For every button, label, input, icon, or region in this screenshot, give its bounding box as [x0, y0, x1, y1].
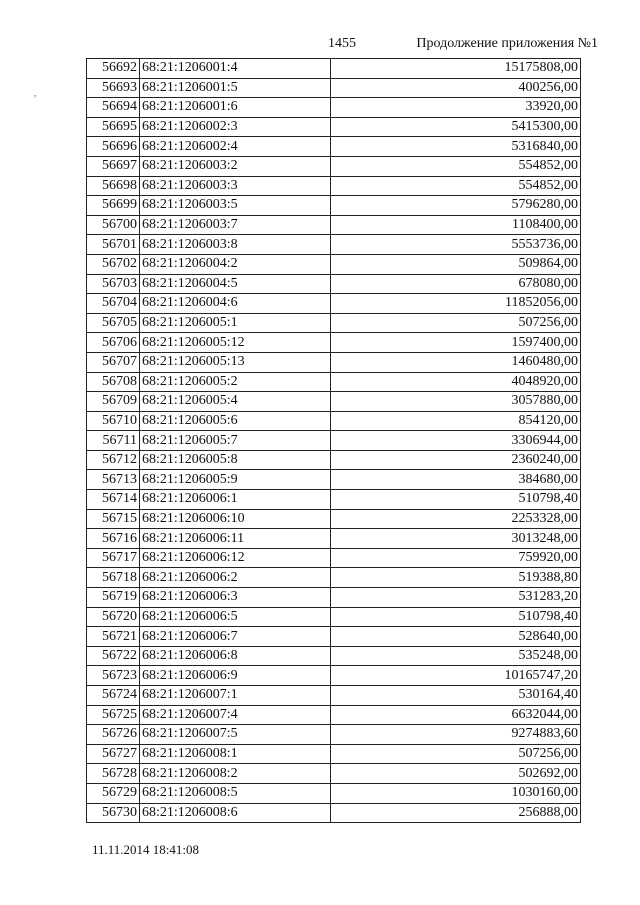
cadastral-number: 68:21:1206004:2: [140, 254, 331, 274]
page-number: 1455: [328, 36, 356, 51]
cadastral-number: 68:21:1206006:5: [140, 607, 331, 627]
cadastral-number: 68:21:1206005:12: [140, 333, 331, 353]
table-row: [87, 117, 581, 137]
table-row: [87, 627, 581, 647]
cadastral-value: 4048920,00: [331, 372, 581, 392]
cadastral-value: 507256,00: [331, 313, 581, 333]
cadastral-number: 68:21:1206006:2: [140, 568, 331, 588]
row-number: 56704: [87, 294, 140, 314]
cadastral-value: 507256,00: [331, 744, 581, 764]
cadastral-value: 5316840,00: [331, 137, 581, 157]
row-number: 56723: [87, 666, 140, 686]
cadastral-number: 68:21:1206008:2: [140, 764, 331, 784]
cadastral-value: 5415300,00: [331, 117, 581, 137]
cadastral-number: 68:21:1206007:5: [140, 725, 331, 745]
cadastral-value: 11852056,00: [331, 294, 581, 314]
table-row: [87, 411, 581, 431]
row-number: 56703: [87, 274, 140, 294]
cadastral-number: 68:21:1206004:5: [140, 274, 331, 294]
cadastral-number: 68:21:1206006:11: [140, 529, 331, 549]
cadastral-value: 400256,00: [331, 78, 581, 98]
cadastral-value: 1030160,00: [331, 783, 581, 803]
table-row: [87, 470, 581, 490]
cadastral-number: 68:21:1206005:8: [140, 450, 331, 470]
cadastral-value: 528640,00: [331, 627, 581, 647]
table-row: [87, 372, 581, 392]
table-row: [87, 764, 581, 784]
cadastral-value: 384680,00: [331, 470, 581, 490]
cadastral-value: 678080,00: [331, 274, 581, 294]
row-number: 56696: [87, 137, 140, 157]
table-row: [87, 352, 581, 372]
table-row: [87, 137, 581, 157]
row-number: 56698: [87, 176, 140, 196]
cadastral-number: 68:21:1206005:1: [140, 313, 331, 333]
cadastral-number: 68:21:1206001:4: [140, 59, 331, 79]
cadastral-number: 68:21:1206006:3: [140, 588, 331, 608]
table-row: [87, 529, 581, 549]
cadastral-number: 68:21:1206006:10: [140, 509, 331, 529]
cadastral-value: 256888,00: [331, 803, 581, 823]
row-number: 56711: [87, 431, 140, 451]
cadastral-number: 68:21:1206005:13: [140, 352, 331, 372]
row-number: 56724: [87, 686, 140, 706]
table-row: [87, 686, 581, 706]
table-row: [87, 548, 581, 568]
cadastral-value: 5553736,00: [331, 235, 581, 255]
cadastral-number: 68:21:1206006:9: [140, 666, 331, 686]
row-number: 56725: [87, 705, 140, 725]
table-body: [87, 59, 581, 823]
cadastral-number: 68:21:1206003:2: [140, 156, 331, 176]
row-number: 56702: [87, 254, 140, 274]
cadastral-value: 9274883,60: [331, 725, 581, 745]
cadastral-value: 509864,00: [331, 254, 581, 274]
table-row: [87, 783, 581, 803]
row-number: 56720: [87, 607, 140, 627]
row-number: 56705: [87, 313, 140, 333]
row-number: 56709: [87, 392, 140, 412]
cadastral-number: 68:21:1206003:7: [140, 215, 331, 235]
row-number: 56715: [87, 509, 140, 529]
print-timestamp: 11.11.2014 18:41:08: [92, 842, 200, 857]
cadastral-number: 68:21:1206007:1: [140, 686, 331, 706]
table-row: [87, 78, 581, 98]
continuation-title: Продолжение приложения №1: [416, 36, 598, 51]
row-number: 56728: [87, 764, 140, 784]
cadastral-number: 68:21:1206003:3: [140, 176, 331, 196]
cadastral-number: 68:21:1206003:8: [140, 235, 331, 255]
table-row: [87, 294, 581, 314]
cadastral-value: 33920,00: [331, 98, 581, 118]
cadastral-value: 759920,00: [331, 548, 581, 568]
cadastral-number: 68:21:1206001:6: [140, 98, 331, 118]
cadastral-value: 502692,00: [331, 764, 581, 784]
table-row: [87, 803, 581, 823]
cadastral-number: 68:21:1206004:6: [140, 294, 331, 314]
row-number: 56730: [87, 803, 140, 823]
row-number: 56700: [87, 215, 140, 235]
cadastral-number: 68:21:1206001:5: [140, 78, 331, 98]
table-row: [87, 215, 581, 235]
cadastral-value: 535248,00: [331, 646, 581, 666]
register-table: [86, 58, 581, 823]
cadastral-number: 68:21:1206006:8: [140, 646, 331, 666]
cadastral-value: 519388,80: [331, 568, 581, 588]
table-row: [87, 274, 581, 294]
row-number: 56707: [87, 352, 140, 372]
table-row: [87, 646, 581, 666]
table-row: [87, 98, 581, 118]
table-row: [87, 196, 581, 216]
table-row: [87, 254, 581, 274]
row-number: 56701: [87, 235, 140, 255]
cadastral-value: 5796280,00: [331, 196, 581, 216]
page-header: [0, 36, 640, 56]
cadastral-number: 68:21:1206005:7: [140, 431, 331, 451]
row-number: 56722: [87, 646, 140, 666]
cadastral-value: 1460480,00: [331, 352, 581, 372]
row-number: 56714: [87, 490, 140, 510]
table-row: [87, 607, 581, 627]
table-row: [87, 235, 581, 255]
cadastral-value: 530164,40: [331, 686, 581, 706]
cadastral-number: 68:21:1206005:4: [140, 392, 331, 412]
table-row: [87, 666, 581, 686]
row-number: 56695: [87, 117, 140, 137]
cadastral-value: 510798,40: [331, 607, 581, 627]
cadastral-value: 1597400,00: [331, 333, 581, 353]
row-number: 56729: [87, 783, 140, 803]
cadastral-value: 10165747,20: [331, 666, 581, 686]
cadastral-number: 68:21:1206002:4: [140, 137, 331, 157]
cadastral-number: 68:21:1206005:2: [140, 372, 331, 392]
row-number: 56726: [87, 725, 140, 745]
cadastral-value: 854120,00: [331, 411, 581, 431]
row-number: 56713: [87, 470, 140, 490]
cadastral-number: 68:21:1206003:5: [140, 196, 331, 216]
margin-mark: ,: [34, 88, 37, 99]
row-number: 56699: [87, 196, 140, 216]
cadastral-value: 3057880,00: [331, 392, 581, 412]
cadastral-number: 68:21:1206002:3: [140, 117, 331, 137]
cadastral-number: 68:21:1206006:12: [140, 548, 331, 568]
table-row: [87, 705, 581, 725]
row-number: 56706: [87, 333, 140, 353]
table-row: [87, 59, 581, 79]
cadastral-number: 68:21:1206006:7: [140, 627, 331, 647]
cadastral-value: 554852,00: [331, 156, 581, 176]
cadastral-number: 68:21:1206008:5: [140, 783, 331, 803]
cadastral-number: 68:21:1206005:6: [140, 411, 331, 431]
cadastral-value: 2360240,00: [331, 450, 581, 470]
table-row: [87, 509, 581, 529]
row-number: 56710: [87, 411, 140, 431]
cadastral-number: 68:21:1206008:6: [140, 803, 331, 823]
row-number: 56719: [87, 588, 140, 608]
table-row: [87, 392, 581, 412]
table-row: [87, 450, 581, 470]
table-row: [87, 588, 581, 608]
row-number: 56708: [87, 372, 140, 392]
cadastral-value: 2253328,00: [331, 509, 581, 529]
cadastral-number: 68:21:1206007:4: [140, 705, 331, 725]
row-number: 56727: [87, 744, 140, 764]
table-row: [87, 431, 581, 451]
table-row: [87, 490, 581, 510]
cadastral-value: 3013248,00: [331, 529, 581, 549]
cadastral-number: 68:21:1206008:1: [140, 744, 331, 764]
table-row: [87, 313, 581, 333]
row-number: 56717: [87, 548, 140, 568]
cadastral-value: 1108400,00: [331, 215, 581, 235]
row-number: 56693: [87, 78, 140, 98]
cadastral-value: 554852,00: [331, 176, 581, 196]
row-number: 56712: [87, 450, 140, 470]
table-row: [87, 744, 581, 764]
cadastral-value: 510798,40: [331, 490, 581, 510]
table-row: [87, 568, 581, 588]
table-row: [87, 725, 581, 745]
row-number: 56716: [87, 529, 140, 549]
cadastral-number: 68:21:1206005:9: [140, 470, 331, 490]
row-number: 56721: [87, 627, 140, 647]
row-number: 56692: [87, 59, 140, 79]
cadastral-value: 531283,20: [331, 588, 581, 608]
cadastral-number: 68:21:1206006:1: [140, 490, 331, 510]
row-number: 56718: [87, 568, 140, 588]
cadastral-value: 6632044,00: [331, 705, 581, 725]
table-row: [87, 333, 581, 353]
row-number: 56694: [87, 98, 140, 118]
cadastral-value: 3306944,00: [331, 431, 581, 451]
row-number: 56697: [87, 156, 140, 176]
cadastral-value: 15175808,00: [331, 59, 581, 79]
table-row: [87, 156, 581, 176]
table-row: [87, 176, 581, 196]
